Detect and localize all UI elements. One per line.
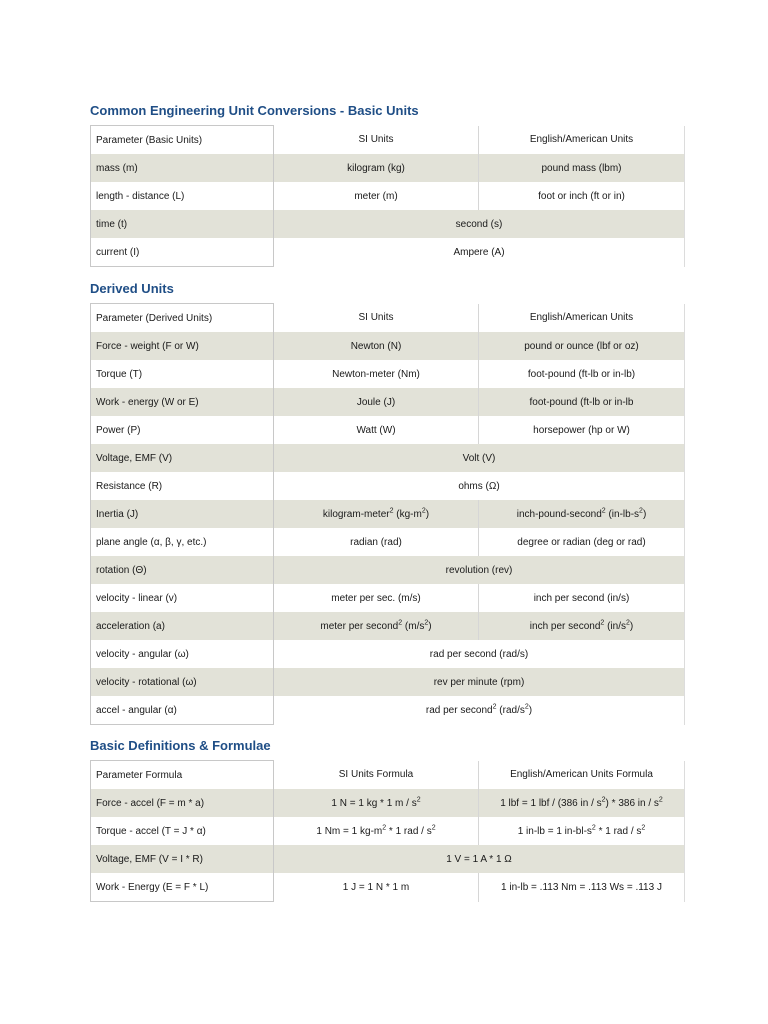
table-row [91, 584, 685, 612]
definitions-table [90, 760, 685, 902]
table-row [91, 873, 685, 902]
si-formula-cell: 1 Nm = 1 $kg-m^2 * 1$ rad / $s^2$ [316, 824, 436, 837]
table-row [91, 210, 685, 238]
parameter-cell: length - distance (L) [91, 182, 274, 210]
table-header-row [91, 304, 685, 333]
si-formula-cell: 1 J = 1 N * 1 m [342, 881, 410, 893]
parameter-cell: current (I) [91, 238, 274, 267]
parameter-cell: mass (m) [91, 154, 274, 182]
table-row [91, 444, 685, 472]
shared-unit-cell: revolution (rev) [274, 556, 685, 584]
header-cell: Parameter (Derived Units) [91, 304, 274, 333]
header-cell: English/American Units [479, 126, 685, 155]
table-row [91, 154, 685, 182]
english-formula-cell: 1 in-lb = .113 Nm = .113 Ws = .113 J [479, 873, 685, 902]
basic-units-table [90, 125, 685, 267]
english-formula-cell: 1 lbf = 1 lbf / (386 in / $s^2) * 386$ in / $s^2$ [479, 789, 685, 817]
derived-units-table [90, 303, 685, 725]
si-unit-cell: meter per sec. (m/s) [331, 592, 421, 604]
parameter-cell: time (t) [91, 210, 274, 238]
shared-unit-cell: second (s) [274, 210, 685, 238]
table-row [91, 500, 685, 528]
table-header-row [91, 761, 685, 790]
table-row [91, 817, 685, 845]
parameter-cell: Voltage, EMF (V) [91, 444, 274, 472]
parameter-cell: Voltage, EMF (V = I * R) [91, 845, 274, 873]
english-unit-cell: foot or inch (ft or in) [479, 182, 685, 210]
parameter-cell: Torque - accel (T = J * α) [91, 817, 274, 845]
parameter-cell: velocity - rotational (ω) [91, 668, 274, 696]
parameter-cell: Resistance (R) [91, 472, 274, 500]
table-row [91, 845, 685, 873]
table-row [91, 332, 685, 360]
english-unit-cell: foot-pound (ft-lb or in-lb) [479, 360, 685, 388]
english-formula-cell: 1 in-lb = 1 $in-bl-s^2 * 1$ rad / $s^2$ [479, 817, 685, 845]
si-unit-cell: Joule (J) [274, 388, 479, 416]
header-cell: SI Units [358, 312, 394, 324]
parameter-cell: Force - weight (F or W) [91, 332, 274, 360]
si-unit-cell: Newton-meter (Nm) [332, 368, 420, 380]
parameter-cell: acceleration (a) [91, 612, 274, 640]
header-cell: English/American Units [479, 304, 685, 333]
shared-formula-cell: 1 V = 1 A * 1 Ω [274, 845, 685, 873]
shared-unit-cell: Volt (V) [274, 444, 685, 472]
header-cell: SI Units Formula [338, 769, 414, 781]
si-unit-cell: Newton (N) [274, 332, 479, 360]
table-row [91, 472, 685, 500]
parameter-cell: Torque (T) [91, 360, 274, 388]
shared-unit-cell: ohms (Ω) [274, 472, 685, 500]
english-unit-cell: pound mass (lbm) [479, 154, 685, 182]
parameter-cell: Force - accel (F = m * a) [91, 789, 274, 817]
si-unit-cell: meter per second$^2$ $(m/s^2)$ [274, 612, 479, 640]
section-title-basic-definitions: Basic Definitions & Formulae [90, 738, 271, 753]
table-row [91, 640, 685, 668]
parameter-cell: plane angle (α, β, γ, etc.) [91, 528, 274, 556]
english-unit-cell: foot-pound (ft-lb or in-lb [479, 388, 685, 416]
si-unit-cell: meter (m) [354, 190, 398, 202]
table-row [91, 556, 685, 584]
shared-unit-cell: rev per minute (rpm) [274, 668, 685, 696]
shared-unit-cell: Ampere (A) [274, 238, 685, 267]
shared-unit-cell: rad per second (rad/s) [274, 640, 685, 668]
table-row [91, 238, 685, 267]
table-row [91, 696, 685, 725]
section-title-derived-units: Derived Units [90, 281, 174, 296]
parameter-cell: velocity - angular (ω) [91, 640, 274, 668]
header-cell: SI Units [358, 134, 394, 146]
header-cell: Parameter (Basic Units) [91, 126, 274, 155]
si-unit-cell: radian (rad) [350, 536, 402, 548]
table-row [91, 416, 685, 444]
parameter-cell: rotation (Θ) [91, 556, 274, 584]
parameter-cell: Power (P) [91, 416, 274, 444]
table-row [91, 528, 685, 556]
parameter-cell: Work - energy (W or E) [91, 388, 274, 416]
si-unit-cell: kilogram (kg) [274, 154, 479, 182]
english-unit-cell: inch per second$^2$ $(in/s^2)$ [479, 612, 685, 640]
parameter-cell: accel - angular (α) [91, 696, 274, 725]
english-unit-cell: horsepower (hp or W) [479, 416, 685, 444]
english-unit-cell: pound or ounce (lbf or oz) [479, 332, 685, 360]
header-cell: Parameter Formula [91, 761, 274, 790]
parameter-cell: Work - Energy (E = F * L) [91, 873, 274, 902]
table-row [91, 789, 685, 817]
parameter-cell: Inertia (J) [91, 500, 274, 528]
table-row [91, 182, 685, 210]
english-unit-cell: inch-pound-second$^2$ $(in-lb-s^2)$ [479, 500, 685, 528]
table-row [91, 612, 685, 640]
header-cell: English/American Units Formula [479, 761, 685, 790]
table-row [91, 668, 685, 696]
si-unit-cell: kilogram-meter$^2$ $(kg-m^2)$ [274, 500, 479, 528]
english-unit-cell: inch per second (in/s) [479, 584, 685, 612]
si-formula-cell: 1 N = 1 kg * 1 m / $s^2$ [274, 789, 479, 817]
table-row [91, 388, 685, 416]
shared-unit-cell: rad per second$^2$ $(rad/s^2)$ [274, 696, 685, 725]
english-unit-cell: degree or radian (deg or rad) [479, 528, 685, 556]
table-header-row [91, 126, 685, 155]
parameter-cell: velocity - linear (v) [91, 584, 274, 612]
si-unit-cell: Watt (W) [356, 424, 396, 436]
section-title-basic-units: Common Engineering Unit Conversions - Basic Units [90, 103, 419, 118]
table-row [91, 360, 685, 388]
